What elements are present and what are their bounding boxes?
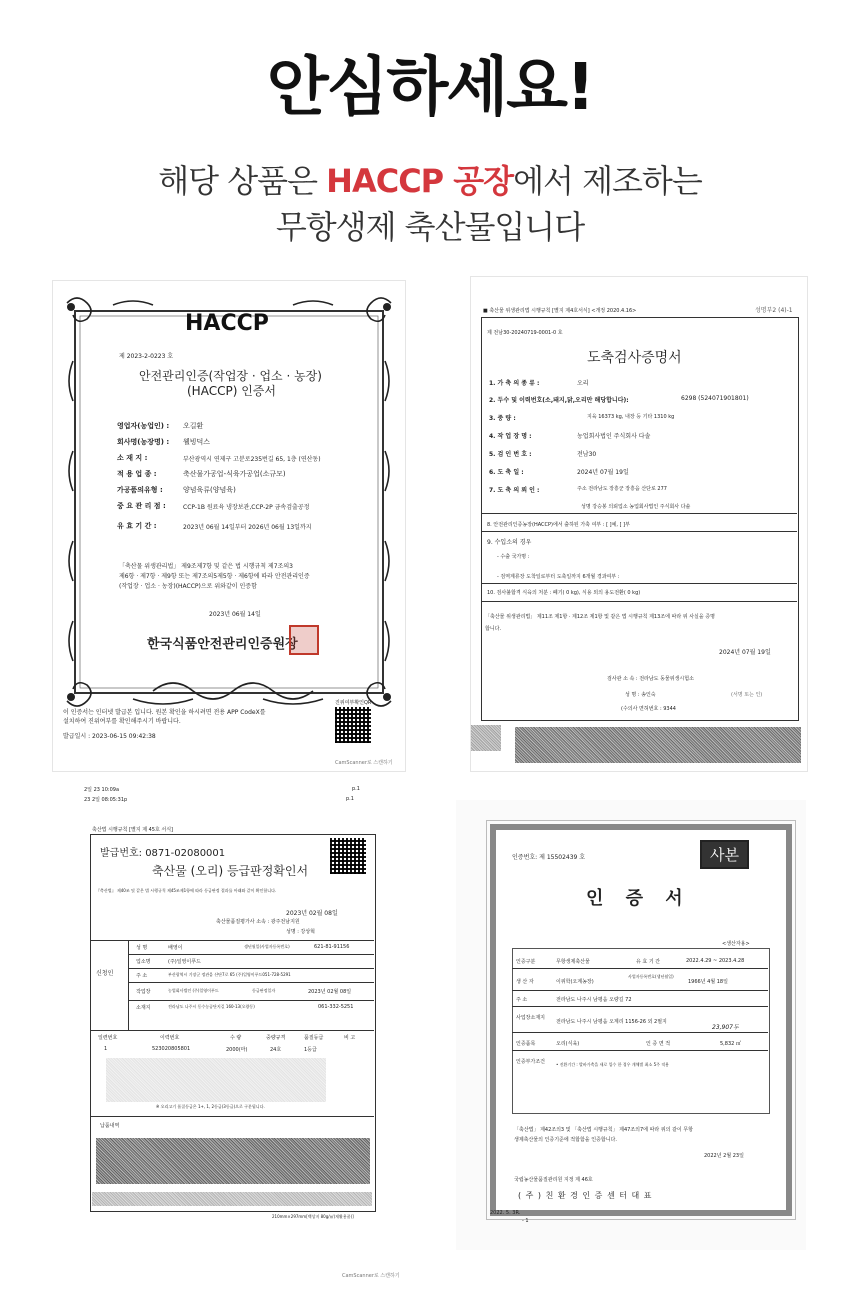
row-label2: 사업자등록번호(생년월일): [628, 974, 674, 979]
row-value: 이위학(오계농장): [556, 979, 594, 985]
cell: 24호: [270, 1047, 282, 1053]
info-label: 4. 작 업 장 명 :: [489, 433, 532, 440]
cert-issuer: ( 주 ) 친 환 경 인 증 센 터 대 표: [518, 1191, 653, 1200]
row-label: 생 산 자: [516, 979, 534, 985]
info-label: 1. 가 축 의 종 류 :: [489, 380, 540, 387]
table-line: [128, 954, 374, 955]
cert-date: 2023년 06월 14일: [209, 611, 261, 618]
grade-footer-note: ※ 오리고기 품질등급은 1+, 1, 2등급(3등급)으로 구분됩니다.: [156, 1104, 265, 1109]
name-value: 배영이: [168, 945, 183, 951]
antibiotic-free-certificate: [456, 800, 806, 1250]
info-value: 주소 전라남도 장흥군 장흥읍 산단로 277: [577, 486, 667, 492]
page-title: 안심하세요!: [266, 51, 594, 125]
table-line: [512, 990, 768, 991]
grade-confirmation-certificate: [56, 782, 410, 1282]
info-label: 유 효 기 간 :: [117, 522, 157, 530]
cert-issuer: 한국식품안전관리인증원장: [147, 637, 298, 652]
info-value: 오리: [577, 380, 589, 387]
copy-stamp: 사본: [700, 840, 749, 869]
row-value2: 23,907두: [712, 1024, 739, 1031]
cert-number: 인증번호: 제 15502439 호: [512, 854, 586, 861]
info-value: 지육 16373 kg, 내장 등 기타 1310 kg: [587, 414, 675, 420]
doc-date: 2023년 02월 08일: [286, 910, 338, 917]
page-subtitle: [0, 158, 860, 250]
company-value: (주)일영이푸드: [168, 959, 201, 965]
table-line: [512, 1050, 768, 1051]
address-label: 주 소: [136, 973, 148, 979]
info-value: 양념육류(양념육): [183, 486, 236, 494]
cert-footer-line2: 설치하여 진위여부를 확인해주시기 바랍니다.: [63, 718, 181, 725]
issue-number: 발급번호: 0871-02080001: [100, 848, 226, 859]
cert-title-line2: (HACCP) 인증서: [187, 384, 276, 398]
camscanner-label: CamScanner로 스캔하기: [335, 760, 393, 766]
info-label: 7. 도 축 의 뢰 인 :: [489, 487, 540, 494]
row-value2: 2022.4.29 ~ 2023.4.28: [686, 958, 745, 964]
row-value: 무항생제축산물: [556, 959, 590, 965]
info-label: 영업자(농업인) :: [117, 422, 170, 430]
cert-date: 2022년 2월 23일: [704, 1153, 744, 1159]
grade-table-header: [90, 1034, 374, 1044]
birth-value: 621-81-91156: [314, 944, 350, 950]
subtitle-highlight: HACCP 공장: [326, 162, 514, 200]
scan-noise: [92, 1192, 372, 1206]
agency: 축산물품질평가사 소속 : 광주전남지원: [216, 919, 300, 925]
cert-agency: 국립농산물품질관리원 지정 제 46호: [514, 1177, 593, 1183]
haccp-certificate: [52, 280, 406, 772]
row-label2: 유 효 기 간: [636, 959, 661, 965]
doc-body-line2: 합니다.: [485, 626, 502, 632]
company-label: 업소명: [136, 959, 151, 965]
scan-noise: [106, 1058, 326, 1102]
table-line: [90, 940, 374, 941]
table-line: [90, 1116, 374, 1117]
cert-body-line1: 「축산물 위생관리법」 제9조제7항 및 같은 법 시행규칙 제7조의3: [119, 563, 293, 570]
haccp-logo: HACCP: [185, 311, 269, 336]
fax-time1: 2일 23 10:09a: [84, 787, 120, 793]
fax-time2: 23 2일 08:05:31p: [84, 797, 128, 803]
column-header: 비 고: [344, 1035, 356, 1041]
fax-page1: p.1: [352, 786, 360, 792]
qr-label: 진위여부확인QR: [335, 700, 372, 706]
judge: 성명 : 강상혁: [286, 929, 316, 935]
cert-body-line1: 「축산법」 제42조의3 및 「축산법 시행규칙」 제47조의7에 따라 위의 같이 무항: [514, 1127, 693, 1133]
row-value: 전라남도 나주시 남평읍 오계리 1156-26 외 2필지: [556, 1019, 667, 1025]
row-value: 오리(식육): [556, 1041, 580, 1047]
grade-date-value: 2023년 02월 08일: [308, 989, 352, 995]
doc-header: 축산법 시행규칙 [별지 제 45호 서식]: [92, 827, 174, 833]
location-label: 소재지: [136, 1005, 151, 1011]
info-value: 오길환: [183, 422, 204, 430]
inspector-seal: (서명 또는 인): [731, 692, 763, 698]
scan-noise: [96, 1138, 370, 1184]
camscanner-label: CamScanner로 스캔하기: [342, 1273, 400, 1279]
table-line: [128, 968, 374, 969]
slaughter-inspection-certificate: [470, 276, 808, 772]
divider: [481, 601, 797, 602]
info-value: CCP-1B 원료육 냉장보관,CCP-2P 금속검출공정: [183, 504, 310, 511]
client-line: 성명 강승봉 의뢰업소 농업회사법인 주식회사 다솔: [581, 504, 691, 510]
birth-label: 생년월일(사업자등록번호): [244, 944, 290, 949]
info-value: 부산광역시 연제구 고분로235번길 65, 1층 (연산동): [183, 456, 321, 463]
table-line: [128, 1000, 374, 1001]
doc-title: 도축검사증명서: [587, 350, 682, 366]
cert-body-line3: (작업장 · 업소 · 농장)(HACCP)으로 위와같이 인증함: [119, 583, 257, 590]
divider: [481, 531, 797, 532]
row-label: 사업장소재지: [516, 1015, 545, 1021]
row-label: 인증부가조건: [516, 1059, 545, 1065]
info-value: 2024년 07월 19일: [577, 469, 629, 476]
info-label: 가공품의유형 :: [117, 486, 163, 494]
column-header: 일련번호: [98, 1035, 118, 1041]
subtitle-line2: 무항생제 축산물입니다: [275, 208, 585, 246]
info-value: 2023년 06월 14일부터 2026년 06월 13일까지: [183, 524, 312, 531]
column-header: 수 량: [230, 1035, 242, 1041]
import-country: - 수출 국가명 :: [497, 554, 530, 560]
doc-number: 제 전남30-20240719-0001-0 호: [487, 330, 563, 336]
grade-date-label: 등급판정일자: [252, 988, 276, 993]
row-label: 주 소: [516, 997, 528, 1003]
address-value: 부산광역시 기장군 정관읍 산단7로 65 (주)일영이푸드051-728-5291: [168, 972, 291, 977]
location-value: 전라남도 나주시 동수농공단지길 160-13(오량동): [168, 1004, 255, 1009]
cert-issued-time: 발급일시 : 2023-06-15 09:42:38: [63, 733, 156, 740]
info-value: 웰빙덕스: [183, 438, 211, 446]
cell: 523020805801: [152, 1046, 191, 1052]
cert-footer-line1: 이 인증서는 인터넷 발급본 입니다. 원본 확인을 하시려면 전용 APP CodeX를: [63, 709, 266, 716]
cell: 1: [104, 1046, 108, 1052]
info-label: 중 요 관 리 점 :: [117, 502, 166, 510]
info-label: 3. 중 량 :: [489, 415, 516, 422]
row-value2: 1966년 4월 18일: [688, 979, 728, 985]
divider: [481, 583, 797, 584]
phone-value: 061-332-5251: [318, 1004, 354, 1010]
row-label2: 인 증 면 적: [646, 1041, 671, 1047]
workplace-value: 농업회사법인 (주)일영이푸드: [168, 988, 219, 993]
inspector-license: (수의사 면허번호 : 9344: [621, 706, 676, 712]
subtitle-pre: 해당 상품은: [158, 162, 327, 200]
table-line: [512, 1006, 768, 1007]
info-label: 소 재 지 :: [117, 454, 148, 462]
fax-page2: p.1: [346, 796, 354, 802]
cert-title: 인 증 서: [586, 888, 691, 909]
table-line: [512, 968, 768, 969]
doc-corner-note: 성명부2 (4)-1: [755, 307, 793, 314]
info-label: 적 용 업 종 :: [117, 470, 157, 478]
info-value: 전남30: [577, 451, 597, 458]
delivery-label: 납품내역: [100, 1123, 120, 1129]
producer-type: <생산자용>: [722, 941, 750, 947]
subtitle-post: 에서 제조하는: [513, 162, 702, 200]
workplace-label: 작업장: [136, 989, 151, 995]
doc-date: 2024년 07월 19일: [719, 649, 771, 656]
bottom-page: - 1: [522, 1218, 529, 1224]
doc-title: 축산물 (오리) 등급판정확인서: [152, 864, 309, 878]
column-header: 중량규격: [266, 1035, 286, 1041]
info-label: 5. 검 인 번 호 :: [489, 451, 532, 458]
import-row: 9. 수입소의 경우: [487, 539, 532, 546]
info-label: 6. 도 축 일 :: [489, 469, 524, 476]
qr-code-icon: [335, 707, 371, 743]
row-value: 전라남도 나주시 남평읍 오량길 72: [556, 997, 632, 1003]
scan-noise: [515, 727, 801, 763]
row-value2: 5,832 ㎡: [720, 1041, 741, 1047]
info-value: 축산물가공업-식육가공업(소규모): [183, 470, 286, 478]
row-label: 인증구분: [516, 959, 536, 965]
inspector-agency: 검사관 소 속 : 전라남도 동물위생시험소: [607, 676, 694, 682]
inspector-name: 성 명 : 송인숙: [625, 692, 656, 698]
doc-body-line1: 「축산물 위생관리법」 제11조 제1항 · 제12조 제1항 및 같은 법 시행규칙 제13조에 따라 위 사실을 증명: [485, 614, 715, 620]
doc-header: ■ 축산물 위생관리법 시행규칙 [별지 제4호서식] <개정 2020.4.16>: [483, 308, 637, 314]
cert-title-line1: 안전관리인증(작업장 · 업소 · 농장): [139, 369, 322, 383]
table-row: [90, 1046, 374, 1056]
info-label: 2. 두수 및 이력번호(소,돼지,닭,오리만 해당합니다):: [489, 397, 629, 404]
info-value: 농업회사법인 주식회사 다솔: [577, 433, 651, 440]
cell: 1등급: [304, 1047, 317, 1053]
paper-size: 210mm×297mm[백상지 80g/㎡(재활용품)]: [272, 1214, 354, 1219]
cert-number: 제 2023-2-0223 호: [119, 353, 174, 360]
bottom-date: 2022. 5. 3R.: [490, 1210, 521, 1216]
cell: 2000(마): [226, 1047, 248, 1053]
divider: [481, 513, 797, 514]
cert-table: [512, 948, 770, 1114]
table-line: [90, 1030, 374, 1031]
doc-desc: 『축산법』 제40조 및 같은 법 시행규칙 제45조제1항에 따라 등급판정 결과를 아래와 같이 확인합니다.: [96, 888, 277, 893]
info-value: 6298 (524071901801): [681, 395, 749, 402]
applicant-label: 신청인: [96, 970, 114, 977]
scan-noise: [471, 725, 501, 751]
cert-body-line2: 제6항 · 제7항 · 제9항 또는 제7조의5제5항 · 제6항에 따라 안전관리인증: [119, 573, 310, 580]
import-quarantine: - 검역계류장 도착일로부터 도축일까지 6개월 경과여부 :: [497, 574, 620, 580]
disposal-row: 10. 검사불합격 식육의 처분 : 폐기( 0 kg), 식용 외의 용도전환( 0 kg): [487, 590, 641, 596]
red-seal-icon: [289, 625, 319, 655]
table-line: [512, 1032, 768, 1033]
column-header: 품질등급: [304, 1035, 324, 1041]
row-value: • 진환기간 : 발바가축을 새로 입수 한 경우 개체별 최소 5주 적용: [556, 1062, 669, 1067]
cert-body-line2: 생제축산물의 인증기준에 적합함을 인증합니다.: [514, 1137, 617, 1143]
row-label: 인증품목: [516, 1041, 536, 1047]
table-line: [128, 982, 374, 983]
column-header: 이력번호: [160, 1035, 180, 1041]
name-label: 성 명: [136, 945, 148, 951]
haccp-farm-row: 8. 안전관리인증농장(HACCP)에서 출하된 가축 여부 : [ ]예, [ ]부: [487, 522, 630, 528]
qr-code-icon: [330, 838, 366, 874]
info-label: 회사명(농장명) :: [117, 438, 170, 446]
